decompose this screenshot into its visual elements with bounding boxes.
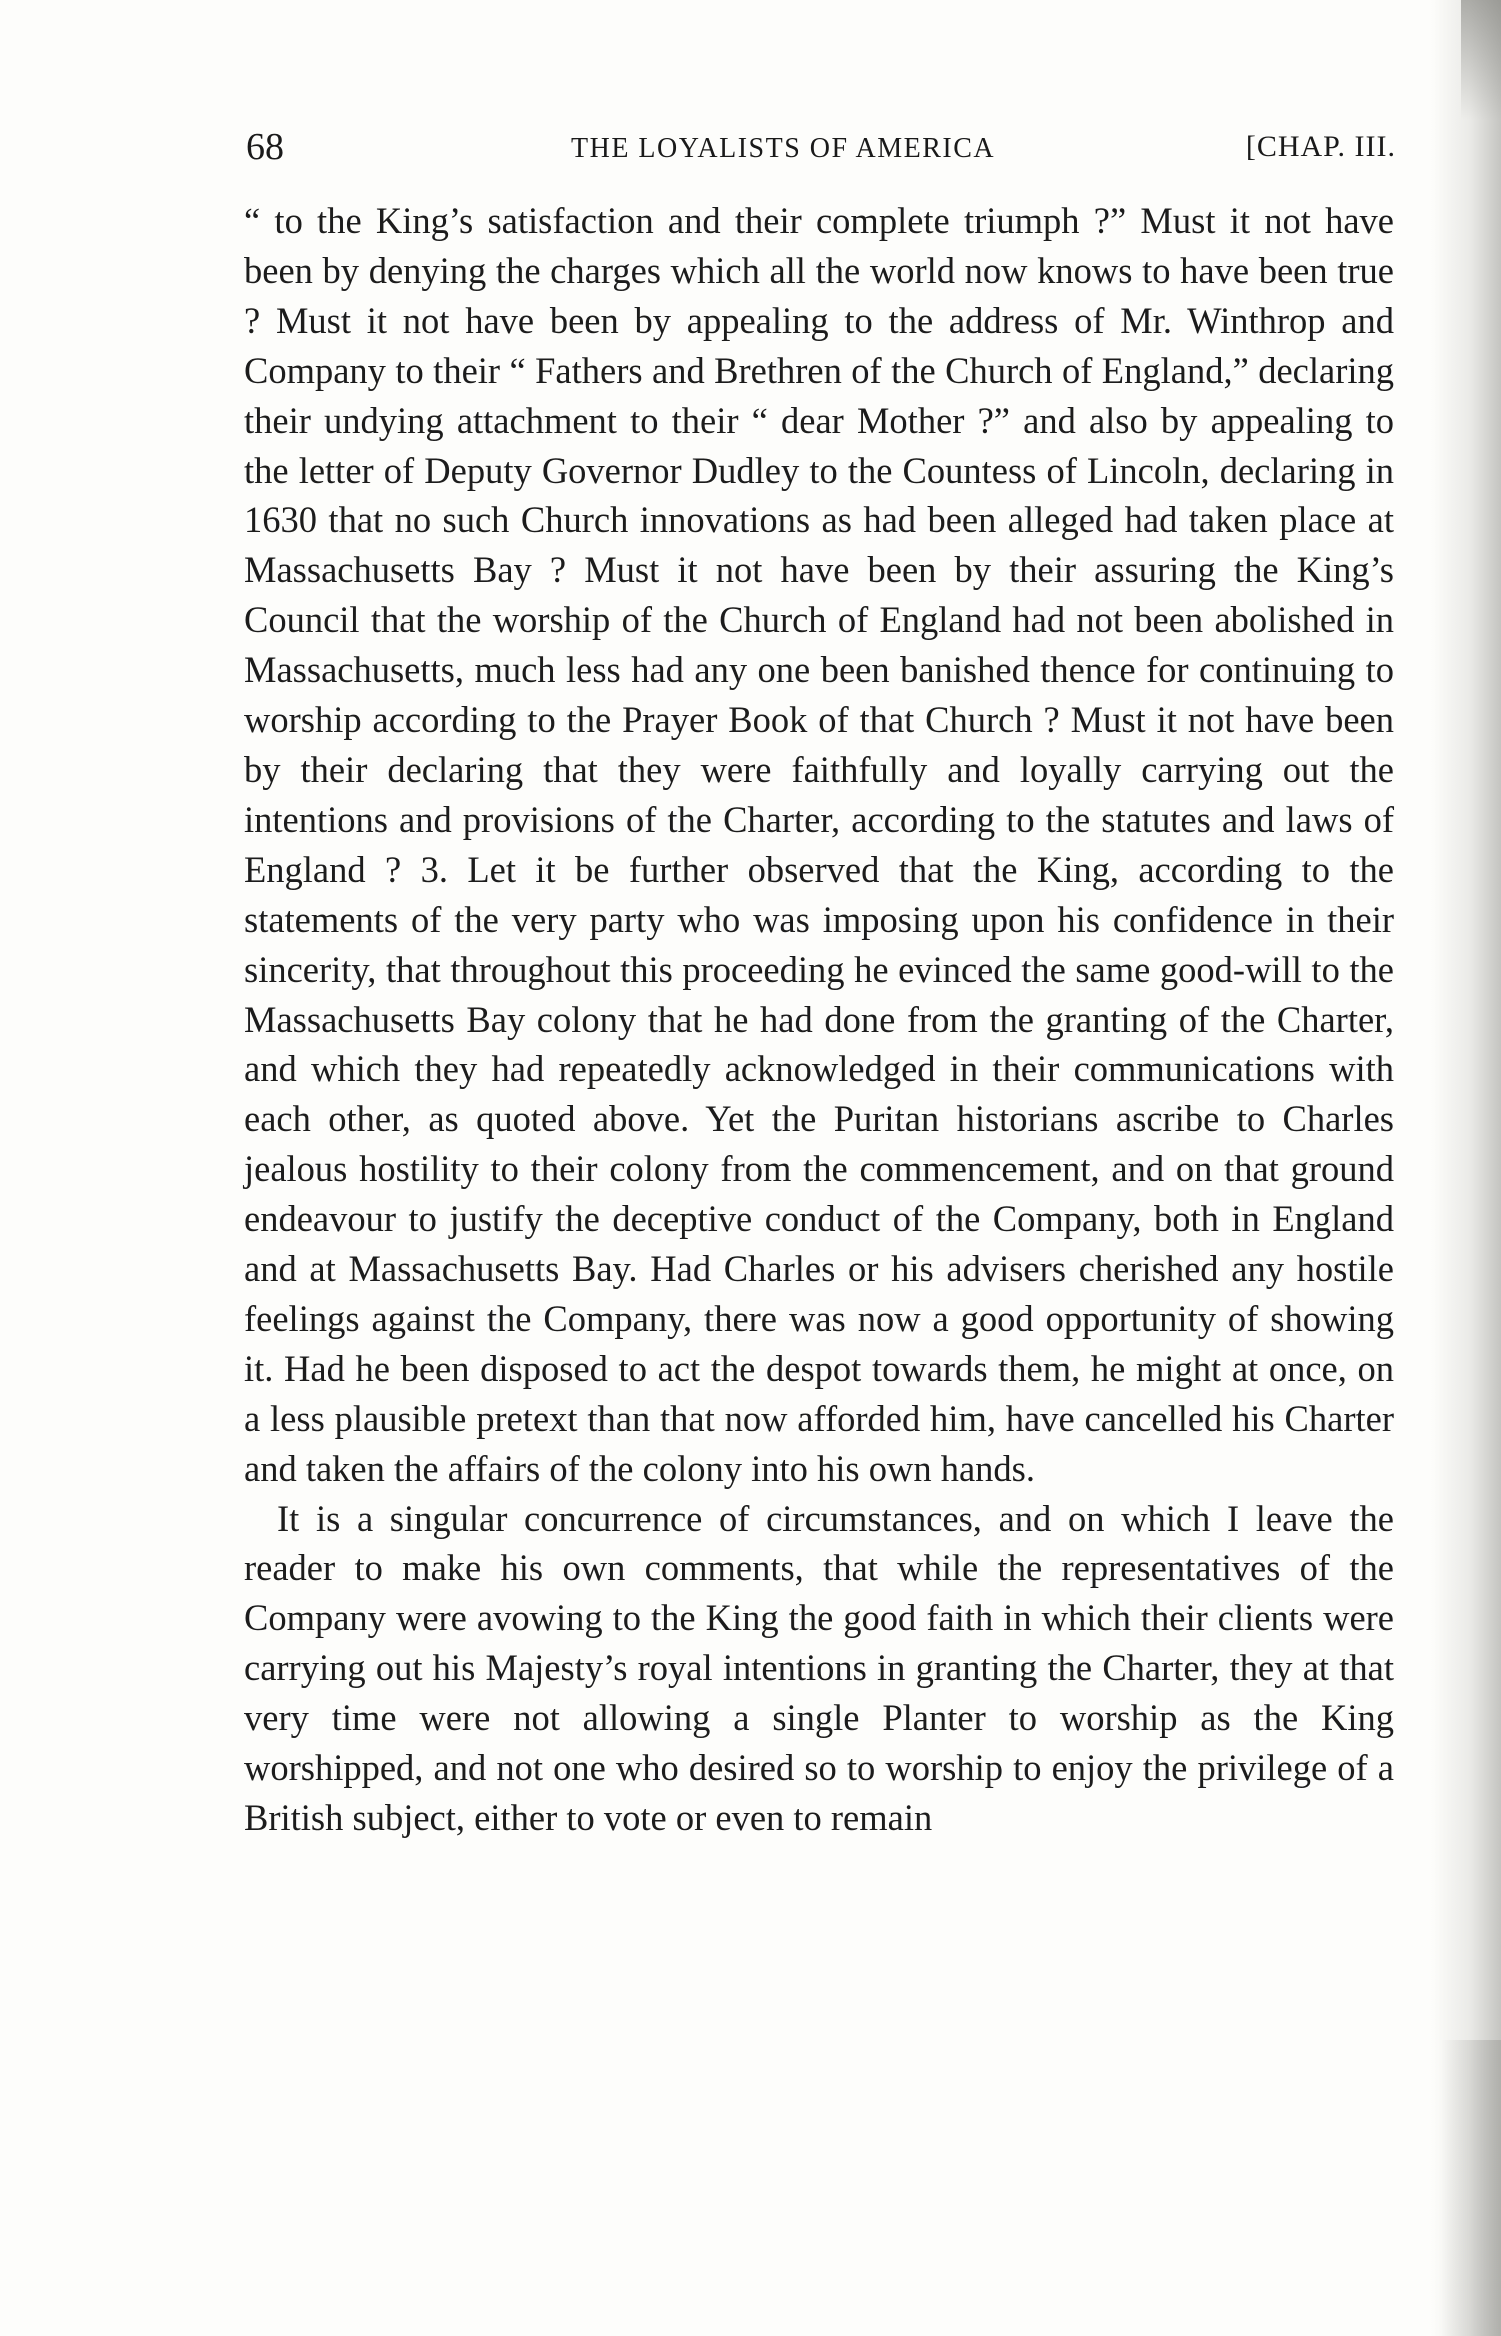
paragraph: It is a singular concurrence of circumstances, and on which I leave the reader to make his own comments, that while the representatives of the Company were avowing to the King the good faith in which their clients were carrying out his Majesty’s royal intentions in granting the Charter, they at that very time were not allowing a single Planter to worship as the King worshipped, and not one who desired so to worship to enjoy the privilege of a British subject, either to vote or even to remain bbox=[244, 1497, 1394, 1838]
page-gutter-shadow bbox=[1431, 0, 1501, 2336]
chapter-reference: [CHAP. III. bbox=[1245, 130, 1396, 163]
page-edge-bottom-shadow bbox=[1441, 2040, 1501, 2336]
page-number: 68 bbox=[246, 126, 284, 168]
running-header bbox=[246, 122, 1396, 172]
body-text bbox=[244, 196, 1394, 1843]
paragraph-continued: “ to the King’s satisfaction and their complete triumph ?” Must it not have been by denying the charges which all the world now knows to have been true ? Must it not have been by appealing to the address of Mr. Winthrop and Company to their “ Fathers and Brethren of the Church of England,” declaring their undying attachment to their “ dear Mother ?” and also by appealing to the letter of Deputy Governor Dudley to the Countess of Lincoln, declaring in 1630 that no such Church innovations as had been alleged had taken place at Massachusetts Bay ? Must it not have been by their assuring the King’s Council that the worship of the Church of England had not been abolished in Massachusetts, much less had any one been banished thence for continuing to worship according to the Prayer Book of that Church ? Must it not have been by their declaring that they were faithfully and loyally carrying out the intentions and provisions of the Charter, according to the statutes and laws of England ? 3. Let it be further observed that the King, according to the statements of the very party who was imposing upon his confidence in their sincerity, that throughout this proceeding he evinced the same good-will to the Massachusetts Bay colony that he had done from the granting of the Charter, and which they had repeatedly acknowledged in their communications with each other, as quoted above. Yet the Puritan historians ascribe to Charles jealous hostility to their colony from the commencement, and on that ground endeavour to justify the deceptive conduct of the Company, both in England and at Massachusetts Bay. Had Charles or his advisers cherished any hostile feelings against the Company, there was now a good opportunity of showing it. Had he been disposed to act the despot towards them, he might at once, on a less plausible pretext than that now afforded him, have cancelled his Charter and taken the affairs of the colony into his own hands. bbox=[244, 200, 1394, 1489]
page-edge-top-shadow bbox=[1461, 0, 1501, 120]
running-title: THE LOYALISTS OF AMERICA bbox=[571, 133, 996, 164]
